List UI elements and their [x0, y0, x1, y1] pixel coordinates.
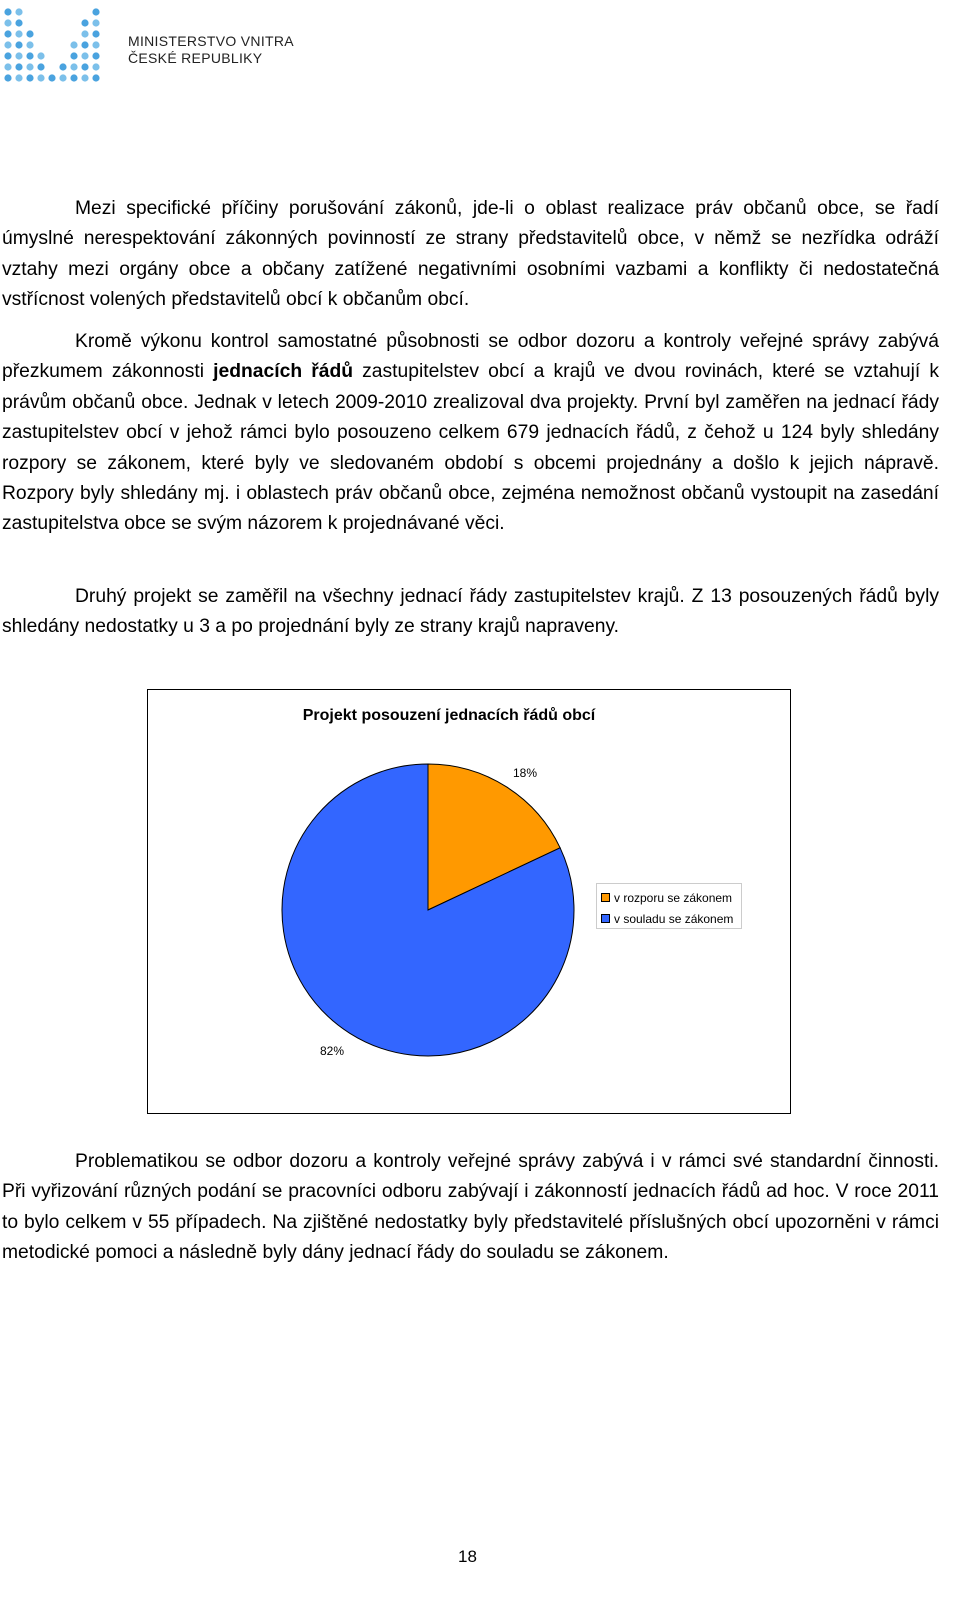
- logo-dots-icon: [0, 0, 120, 90]
- ministry-logo: [0, 0, 300, 90]
- logo-text: [128, 33, 294, 67]
- paragraph-2-bold: jednacích řádů: [213, 361, 354, 383]
- paragraph-2: [2, 327, 939, 540]
- legend-swatch-1: [601, 914, 610, 923]
- legend-item-1: [601, 908, 741, 929]
- legend-label-0: v rozporu se zákonem: [614, 890, 733, 905]
- pie-label-0: 18%: [513, 766, 538, 780]
- paragraph-1-text: Mezi specifické příčiny porušování zákonů, jde-li o oblast realizace práv občanů obce, se řadí úmyslné nerespektování zákonných povinností ze strany představitelů obce, v němž se nezřídka odráží vztahy mezi orgány obce a občany zatížené negativními osobními vazbami a konflikty či nedostatečná vstřícnost volených představitelů obcí k občanům obcí.: [2, 198, 939, 311]
- legend-label-1: v souladu se zákonem: [614, 911, 734, 926]
- paragraph-3: [2, 582, 939, 643]
- pie-chart: [147, 689, 791, 1114]
- chart-legend: [596, 883, 742, 929]
- paragraph-4-text: Problematikou se odbor dozoru a kontroly veřejné správy zabývá i v rámci své standardní činnosti. Při vyřizování různých podání se pracovníci odboru zabývají i zákonností jednacích řádů ad hoc. V roce 2011 to bylo celkem v 55 případech. Na zjištěné nedostatky byly představitelé příslušných obcí upozorněni v rámci metodické pomoci a následně byly dány jednací řády do souladu se zákonem.: [2, 1151, 939, 1264]
- paragraph-2-text-a: Kromě výkonu kontrol samostatné působnosti se odbor dozoru a kontroly veřejné správy zabývá přezkumem zákonnosti: [2, 331, 939, 383]
- logo-line-2: ČESKÉ REPUBLIKY: [128, 50, 263, 66]
- paragraph-4: [2, 1147, 939, 1269]
- pie-label-1: 82%: [320, 1044, 345, 1058]
- legend-swatch-0: [601, 893, 610, 902]
- legend-item-0: [601, 887, 741, 908]
- page-number: 18: [458, 1547, 477, 1566]
- paragraph-3-text: Druhý projekt se zaměřil na všechny jednací řády zastupitelstev krajů. Z 13 posouzených řádů byly shledány nedostatky u 3 a po projednání byly ze strany krajů napraveny.: [2, 586, 939, 638]
- logo-line-1: MINISTERSTVO VNITRA: [128, 33, 294, 49]
- paragraph-2-text-b: zastupitelstev obcí a krajů ve dvou rovinách, které se vztahují k právům občanů obce. Jednak v letech 2009-2010 zrealizoval dva projekty. První byl zaměřen na jednací řády zastupitelstev obcí v jehož rámci bylo posouzeno celkem 679 jednacích řádů, z čehož u 124 byly shledány rozpory se zákonem, které byly ve sledovaném období s obcemi projednány a došlo k jejich nápravě. Rozpory byly shledány mj. i oblastech práv občanů obce, zejména nemožnost občanů vystoupit na zasedání zastupitelstva obce se svým názorem k projednávané věci.: [2, 361, 939, 535]
- chart-title: Projekt posouzení jednacích řádů obcí: [302, 707, 596, 724]
- paragraph-1: [2, 194, 939, 316]
